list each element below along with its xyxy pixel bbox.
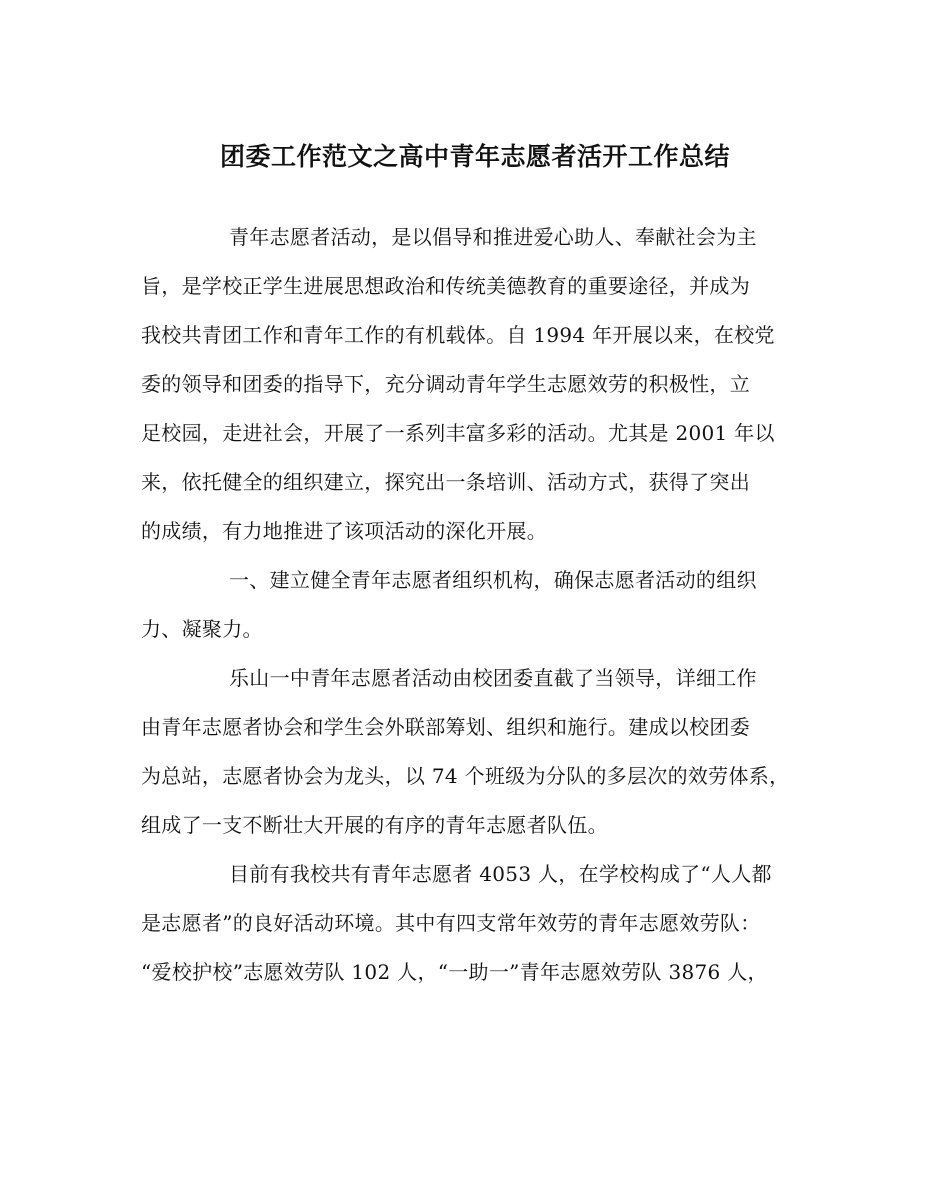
paragraph-line: 乐山一中青年志愿者活动由校团委直截了当领导，详细工作 <box>229 666 757 690</box>
paragraph-line: 目前有我校共有青年志愿者 4053 人，在学校构成了“人人都 <box>229 862 772 886</box>
paragraph-line: 我校共青团工作和青年工作的有机载体。自 1994 年开展以来，在校党 <box>141 323 775 347</box>
paragraph-line: “爱校护校”志愿效劳队 102 人，“一助一”青年志愿效劳队 3876 人， <box>141 960 768 984</box>
paragraph-line: 组成了一支不断壮大开展的有序的青年志愿者队伍。 <box>141 813 608 837</box>
section-heading-line: 一、建立健全青年志愿者组织机构，确保志愿者活动的组织 <box>229 568 757 592</box>
paragraph-line: 由青年志愿者协会和学生会外联部筹划、组织和施行。建成以校团委 <box>141 715 750 739</box>
paragraph-line: 为总站，志愿者协会为龙头，以 74 个班级为分队的多层次的效劳体系， <box>141 764 790 788</box>
document-title: 团委工作范文之高中青年志愿者活开工作总结 <box>219 142 730 171</box>
section-heading-line: 力、凝聚力。 <box>141 617 263 641</box>
paragraph-line: 足校园，走进社会，开展了一系列丰富多彩的活动。尤其是 2001 年以 <box>141 421 775 445</box>
paragraph-line: 委的领导和团委的指导下，充分调动青年学生志愿效劳的积极性，立 <box>141 372 750 396</box>
paragraph-line: 是志愿者”的良好活动环境。其中有四支常年效劳的青年志愿效劳队： <box>141 911 761 935</box>
paragraph-line: 来，依托健全的组织建立，探究出一条培训、活动方式，获得了突出 <box>141 470 750 494</box>
paragraph-line: 旨，是学校正学生进展思想政治和传统美德教育的重要途径，并成为 <box>141 274 750 298</box>
paragraph-line: 青年志愿者活动，是以倡导和推进爱心助人、奉献社会为主 <box>229 225 757 249</box>
paragraph-line: 的成绩，有力地推进了该项活动的深化开展。 <box>141 519 547 543</box>
